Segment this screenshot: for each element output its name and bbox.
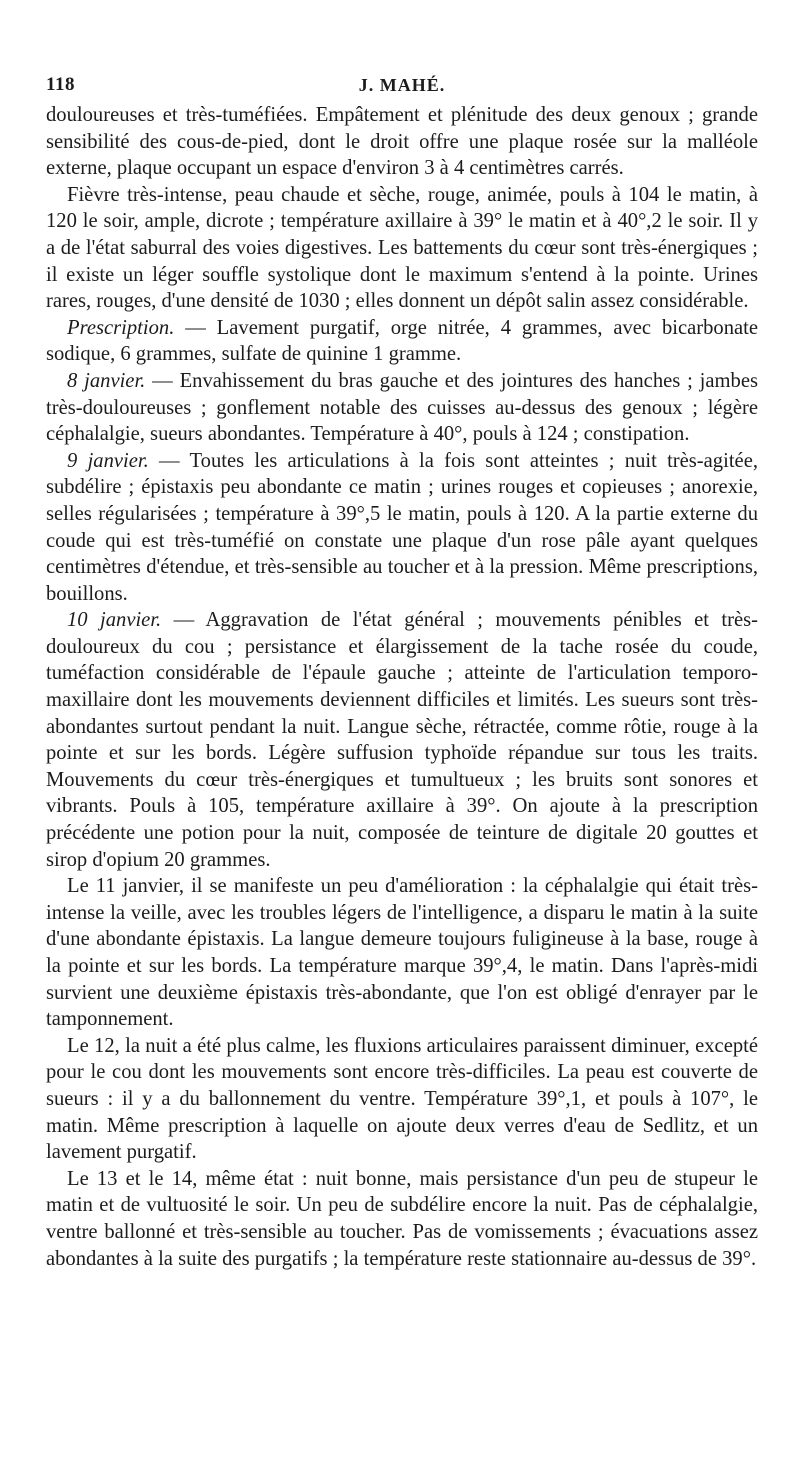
paragraph-prescription [46,315,758,368]
paragraph-fever [46,182,758,315]
running-head: J. MAHÉ. [358,75,446,95]
document-page [46,70,758,1272]
paragraph-9-janvier [46,448,758,608]
page-number: 118 [46,74,75,95]
paragraph-10-janvier [46,607,758,873]
body-text [46,102,758,1272]
paragraph-text: — Envahissement du bras gauche et des jointures des hanches ; jambes très-douloureuses ; gonflement notable des cuisses au-dessus des genoux ; légère céphalalgie, sueurs abondantes. Température à 40°, pouls à 124 ; constipation. [46,369,758,446]
paragraph-text: Le 13 et le 14, même état : nuit bonne, mais persistance d'un peu de stupeur le matin et de vultuosité le soir. Un peu de subdélire encore la nuit. Pas de céphalalgie, ventre ballonné et très-sensible au toucher. Pas de vomissements ; évacuations assez abondantes à la suite des purgatifs ; la température reste stationnaire au-dessus de 39°. [46,1167,758,1270]
paragraph-8-janvier [46,368,758,448]
paragraph-lead: 8 janvier. [67,369,146,392]
paragraph-12-janvier [46,1033,758,1166]
paragraph-text: Le 11 janvier, il se manifeste un peu d'amélioration : la céphalalgie qui était très-intense la veille, avec les troubles légers de l'intelligence, a disparu le matin à la suite d'une abondante épistaxis. La langue demeure toujours fuligineuse à la base, rouge à la pointe et sur les bords. La température marque 39°,4, le matin. Dans l'après-midi survient une deuxième épistaxis très-abondante, que l'on est obligé d'enrayer par le tamponnement. [46,875,758,1031]
paragraph-lead: Prescription. [67,316,175,339]
paragraph-text: — Aggravation de l'état général ; mouvements pénibles et très-douloureux du cou ; persistance et élargissement de la tache rosée du coude, tuméfaction considérable de l'épaule gauche ; atteinte de l'articulation temporo-maxillaire dont les mouvements deviennent difficiles et limités. Les sueurs sont très-abondantes surtout pendant la nuit. Langue sèche, rétractée, comme rôtie, rouge à la pointe et sur les bords. Légère suffusion typhoïde répandue sur tous les traits. Mouvements du cœur très-énergiques et tumultueux ; les bruits sont sonores et vibrants. Pouls à 105, température axillaire à 39°. On ajoute à la prescription précédente une potion pour la nuit, composée de teinture de digitale 20 gouttes et sirop d'opium 20 grammes. [46,609,758,871]
page-header [46,70,758,98]
paragraph-text: douloureuses et très-tuméfiées. Empâtement et plénitude des deux genoux ; grande sensibilité des cous-de-pied, dont le droit offre une plaque rosée sur la malléole externe, plaque occupant un espace d'environ 3 à 4 centimètres carrés. [46,104,758,180]
paragraph-13-14-janvier [46,1166,758,1272]
paragraph-lead: 10 janvier. [67,609,162,632]
paragraph-text: — Toutes les articulations à la fois sont atteintes ; nuit très-agitée, subdélire ; épistaxis peu abondante ce matin ; urines rouges et copieuses ; anorexie, selles régularisées ; température à 39°,5 le matin, pouls à 120. A la partie externe du coude qui est très-tuméfié on constate une plaque d'un rose pâle ayant quelques centimètres d'étendue, et très-sensible au toucher et à la pression. Même prescriptions, bouillons. [46,449,758,605]
paragraph-continuation [46,102,758,182]
paragraph-text: — Lavement purgatif, orge nitrée, 4 grammes, avec bicarbonate sodique, 6 grammes, sulfate de quinine 1 gramme. [46,316,758,366]
paragraph-11-janvier [46,873,758,1033]
paragraph-lead: 9 janvier. [67,449,149,472]
paragraph-text: Fièvre très-intense, peau chaude et sèche, rouge, animée, pouls à 104 le matin, à 120 le soir, ample, dicrote ; température axillaire à 39° le matin et à 40°,2 le soir. Il y a de l'état saburral des voies digestives. Les battements du cœur sont très-énergiques ; il existe un léger souffle systolique dont le maximum s'entend à la pointe. Urines rares, rouges, d'une densité de 1030 ; elles donnent un dépôt salin assez considérable. [46,183,758,313]
paragraph-text: Le 12, la nuit a été plus calme, les fluxions articulaires paraissent diminuer, excepté pour le cou dont les mouvements sont encore très-difficiles. La peau est couverte de sueurs : il y a du ballonnement du ventre. Température 39°,1, et pouls à 107°, le matin. Même prescription à laquelle on ajoute deux verres d'eau de Sedlitz, et un lavement purgatif. [46,1034,758,1164]
